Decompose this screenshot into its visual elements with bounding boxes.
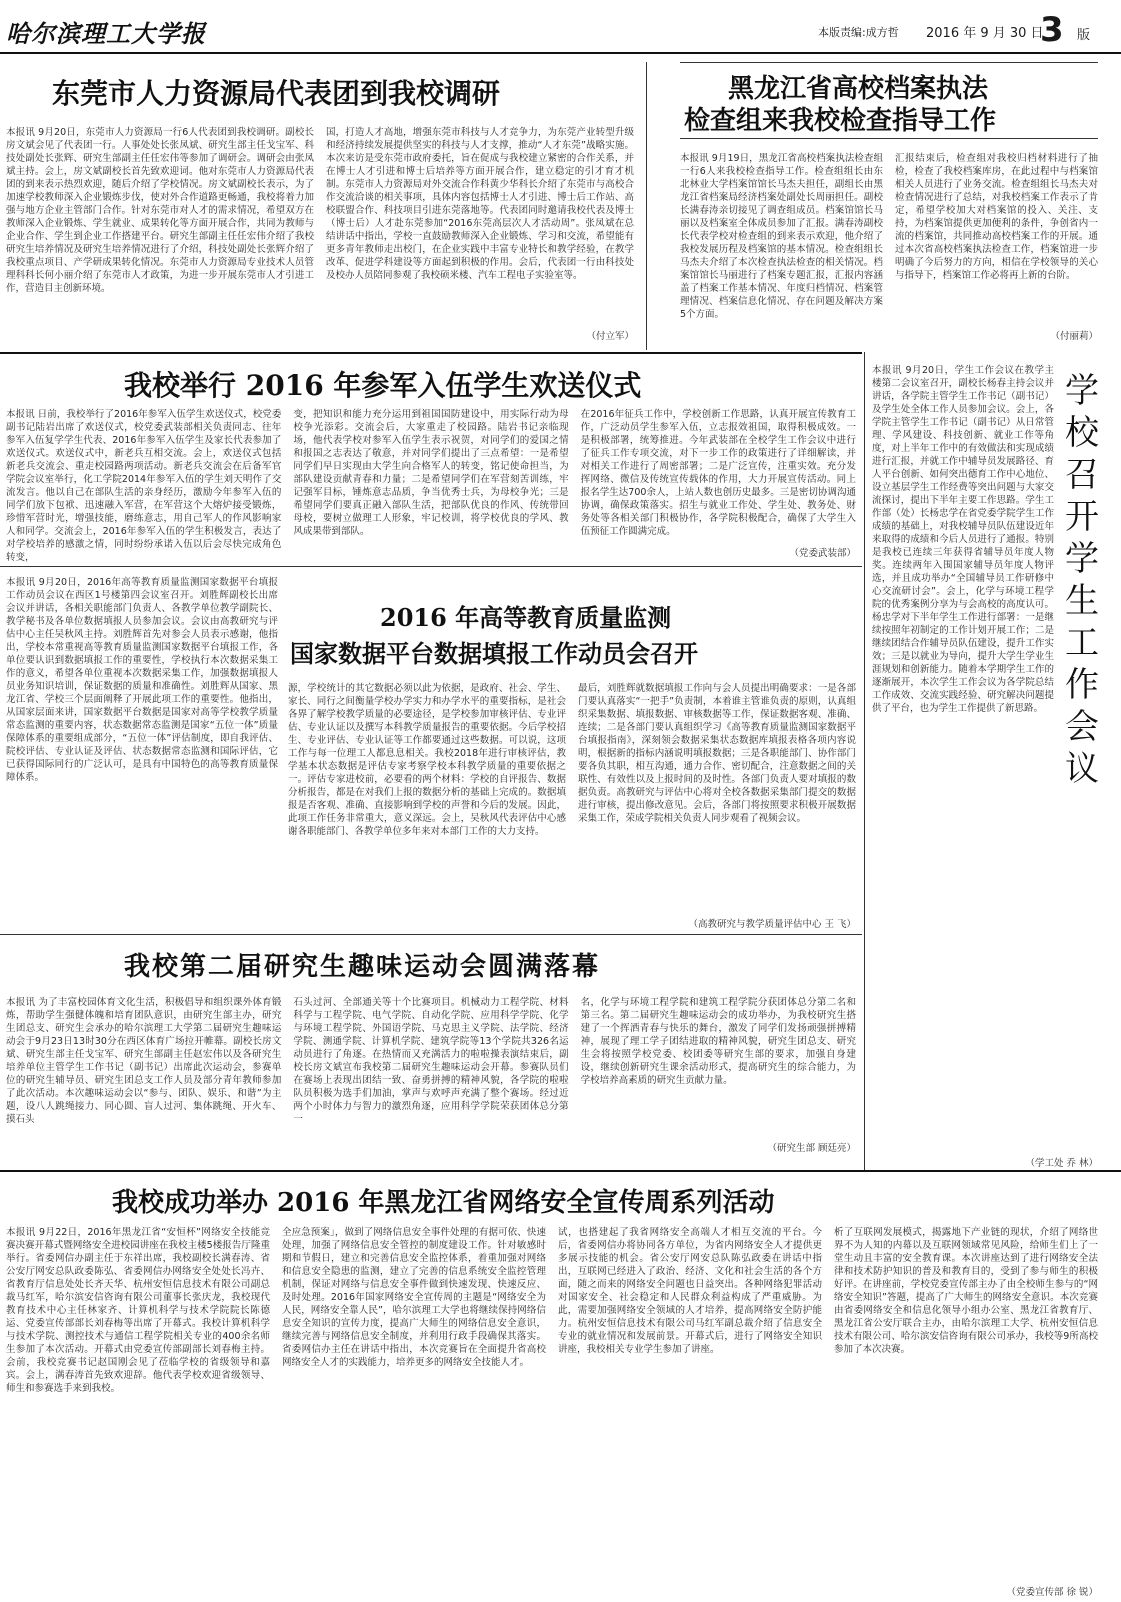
article-column: 汇报结束后，检查组对我校归档材料进行了抽检，检查了我校档案库房，在此过程中与档案馆相关人员进行了业务交流。检查组组长马杰夫对检查情况进行了总结，对我校档案工作表示了肯定，希望学校加大对档案馆的投入、关注、支持，为档案馆提供更加便利的条件，争创省内一流的档案馆，共同推动高校档案工作的开展。通过本次省高校档案执法检查工作，档案馆进一步明确了今后努力的方向，相信在学校领导的关心与指导下，档案馆工作必将再上新的台阶。	[895, 153, 1098, 281]
page-number-suffix: 版	[1077, 28, 1091, 43]
article-column: 试，也搭建起了我省网络安全高端人才相互交流的平台。今后，省委网信办将协同各方单位，为省内网络安全人才提供更多展示技能的机会。省公安厅网安总队陈弘政委在讲话中指出，互联网已经进入了政治、经济、文化和社会生活的各个方面，随之而来的网络安全问题也日益突出。各种网络犯罪活动对国家安全、社会稳定和人民群众利益构成了严重威胁。为此，需要加强网络安全领域的人才培养，提高网络安全防护能力。杭州安恒信息技术有限公司马红军副总裁介绍了信息安全专业的就业情况和发展前景。开幕式后，进行了网络安全知识讲座，我校相关专业学生参加了讲座。	[558, 1227, 822, 1355]
article-headline: 我校成功举办 2016 年黑龙江省网络安全宣传周系列活动	[112, 1188, 775, 1218]
column-divider	[646, 62, 647, 350]
article-body	[6, 1226, 1098, 1582]
article-byline: （研究生部 顾廷亮）	[767, 1143, 856, 1154]
article-column: 最后，刘胜辉就数据填报工作向与会人员提出明确要求：一是各部门要认真落实“一把手”负责制，本着谁主管谁负责的原则，认真组织采集数据、填报数据、审核数据等工作，保证数据客观、准确、连续；二是各部门要认真组织学习《高等教育质量监测国家数据平台填报指南》，深刻领会数据采集状态数据库填报表格各项内容说明，根据新的指标内涵说明填报数据；三是各职能部门、协作部门要各负其职，相互沟通，通力合作、密切配合，注意数据之间的关联性、有效性以及上报时间的及时性。各部门负责人要对填报的数据负责。高教研究与评估中心将对全校各数据采集部门提交的数据进行审核，提出修改意见。会后，各部门将按照要求积极开展数据采集工作，荣成学院相关负责人同步观看了视频会议。	[578, 683, 856, 824]
article-column: 析了互联网发展模式，揭露地下产业链的现状，介绍了网络世界不为人知的内幕以及互联网领域常见风险，给师生们上了一堂生动且丰富的安全教育课。本次讲座达到了进行网络安全法律和技术防护知识的普及和教育目的，受到了参与师生的积极好评。在讲座前，学校党委宣传部主办了由全校师生参与的“网络安全知识”答题，提高了广大师生的网络安全意识。本次竞赛由省委网络安全和信息化领导小组办公室、黑龙江省教育厅、黑龙江省公安厅联合主办，由哈尔滨理工大学、杭州安恒信息技术有限公司、哈尔滨安信咨询有限公司承办，我校等9所高校参加了本次决赛。	[834, 1227, 1098, 1355]
article-byline: （付立军）	[586, 331, 634, 342]
article-headline: 2016 年高等教育质量监测	[380, 603, 672, 632]
article-column: 全应急预案」，做到了网络信息安全事件处理的有据可依、快速处理，加强了网络信息安全管控的制度建设工作。针对敏感时期和节假日，建立和完善信息安全监控体系，着重加强对网络和信息安全隐患的监测，建立了完善的信息系统安全监控管理机制，保证对网络与信息安全事件做到快速发现、快速反应、及时处理。2016年国家网络安全宣传周的主题是“网络安全为人民，网络安全靠人民”，哈尔滨理工大学也将继续保持网络信息安全知识的宣传力度，提高广大师生的网络信息安全意识，继续完善与网络信息安全制度，并利用行政手段确保其落实。省委网信办主任在讲话中指出，本次竞赛旨在全面提升省高校网络安全人才的实践能力，培养更多的网络安全技能人才。	[282, 1227, 546, 1368]
article-column: 本报讯 日前，我校举行了2016年参军入伍学生欢送仪式，校党委副书记陆岩出席了欢送仪式，校党委武装部相关负责同志、往年参军入伍复学学生代表、2016年参军入伍学生及家长代表参加了欢送仪式。欢送仪式中，新老兵互相交流。会上，欢送仪式包括新老兵交流会、重走校园路两项活动。新老兵交流会在后备军官学院会议室举行，化工学院2014年参军入伍的学生刘天明作了交流发言。他以自己在部队生活的亲身经历，激励今年参军入伍的同学们放下包袱、迅速融入军营，在军营这个大熔炉接受锻炼，珍惜军营时光，增强技能，磨练意志，用自己军人的作风影响家人和同学。交流会上，2016年参军入伍的学生积极发言，表达了对学校培养的感激之情，同时纷纷承诺入伍以后会尽快完成角色转变，	[6, 409, 282, 563]
page-number: 3	[1040, 10, 1064, 50]
newspaper-masthead: 哈尔滨理工大学报	[6, 19, 206, 48]
article-column: 名，化学与环境工程学院和建筑工程学院分获团体总分第二名和第三名。第二届研究生趣味运动会的成功举办，为我校研究生搭建了一个挥洒青春与快乐的舞台，激发了同学们发扬顽强拼搏精神，展现了理工学子团结进取的精神风貌，研究生团总支、研究生会将按照学校党委、校团委等研究生部的要求，加强自身建设，继续创新研究生课余活动形式，提高研究生的综合能力，为学校培养高素质的研究生贡献力量。	[580, 997, 856, 1086]
article-byline: （党委武装部）	[789, 548, 856, 559]
sidebar-divider	[864, 352, 865, 1170]
article-byline: （高教研究与教学质量评估中心 王 飞）	[688, 919, 856, 930]
page-editor: 本版责编:成方哲	[818, 26, 899, 39]
article-byline: （党委宣传部 徐 锐）	[1006, 1587, 1098, 1598]
article-column: 本报讯 9月20日，2016年高等教育质量监测国家数据平台填报工作动员会议在西区1号楼第四会议室召开。刘胜辉副校长出席会议并讲话，各相关职能部门负责人、各教学单位教学副院长、教学秘书及各单位数据填报人员参加会议。会议由高教研究与评估中心主任吴秋风主持。刘胜辉首先对参会人员表示感谢，他指出，学校本常重视高等教育质量监测国家数据平台填报工作，各单位要认识到数据填报工作的重要性，学校执行本次数据采集工作的意义，希望各单位重视本次数据采集工作，加强数据填报人员业务知识培训，保证数据的质量和准确性。刘胜辉从国家、黑龙江省、学校三个层面阐释了开展此项工作的重要性。他指出，从国家层面来讲，国家数据平台数据是国家对高等学校教学质量常态监测的重要内容，状态数据常态监测是国家“五位一体”质量保障体系的重要组成部分，“五位一体”评估制度，即自我评估、院校评估、专业认证及评估、状态数据常态监测和国际评估，它已获得国际同行的广泛认可，是具有中国特色的高等教育质量保障体系。	[6, 577, 278, 783]
article-body	[288, 682, 856, 910]
article-headline: 东莞市人力资源局代表团到我校调研	[52, 77, 501, 110]
article-headline: 国家数据平台数据填报工作动员会召开	[290, 639, 698, 668]
article-column: 本报讯 为了丰富校园体育文化生活，积极倡导和组织课外体育锻炼，帮助学生强健体魄和培育团队意识，由研究生部主办，研究生团总支、研究生会承办的哈尔滨理工大学第二届研究生趣味运动会于9月23日13时30分在西区体育广场拉开帷幕。副校长房文斌、研究生部主任戈宝军、研究生部副主任赵宏伟以及各研究生培养单位主管学生工作书记（副书记）出席此次运动会，参赛单位的研究生辅导员、研究生团总支工作人员及部分青年教师参加了此次活动。本次趣味运动会以“参与、团队、娱乐、和谐”为主题，设八人跳绳接力、同心圆、盲人过河、集体跳绳、开火车、摸石头	[6, 997, 282, 1125]
section-rule	[0, 352, 862, 354]
article-byline: （学工处 乔 林）	[1025, 1158, 1098, 1169]
article-column: 本报讯 9月19日，黑龙江省高校档案执法检查组一行6人来我校检查指导工作。检查组组长由东北林业大学档案馆馆长马杰夫担任，副组长由黑龙江省档案局经济档案处副处长周丽担任。副校长满春涛亲切接见了调查组成员。档案馆馆长马丽以及档案室全体成员参加了汇报。满春涛副校长代表学校对检查组的到来表示欢迎，他介绍了我校发展历程及档案馆的基本情况。检查组组长马杰夫介绍了本次检查执法检查的相关情况。档案馆馆长马丽进行了档案专题汇报，汇报内容涵盖了档案工作基本情况、年度归档情况、档案管理情况、档案信息化情况、存在问题及解决方案5个方面。	[680, 153, 883, 320]
article-column: 本报讯 9月22日，2016年黑龙江省“安恒杯”网络安全技能竞赛决赛开幕式暨网络安全进校园讲座在我校主楼5楼报告厅隆重举行。省委网信办副主任于东祥出席，我校副校长满春涛、省公安厅网安总队政委陈弘、省委网信办网络安全处处长冯卉、省教育厅信息处处长齐天华、杭州安恒信息技术有限公司副总裁马红军，哈尔滨安信咨询有限公司董事长张庆龙，我校现代教育技术中心主任林家齐、计算机科学与技术学院院长陈德运、党委宣传部部长刘春梅等出席了开幕式。我校计算机科学与技术学院、测控技术与通信工程学院相关专业的400余名师生参加了本次活动。开幕式由党委宣传部副部长刘春梅主持。会前，我校竞赛书记赵国刚会见了莅临学校的省级领导和嘉宾。会上，满春涛首先致欢迎辞。他代表学校欢迎省级领导、师生和参赛选手来到我校。	[6, 1227, 270, 1394]
article-column: 国，打造人才高地，增强东莞市科技与人才竞争力，为东莞产业转型升级和经济持续发展提供坚实的科技与人才支撑，推动“人才东莞”战略实施。本次来访是受东莞市政府委托，旨在促成与我校建立紧密的合作关系，并在博士人才引进和博士后培养等方面开展合作，建立稳定的引才育才机制。东莞市人力资源局对外交流合作科黄少华科长介绍了东莞市与高校合作交流洽谈的相关事项，具体内容包括博士人才引进、博士后工作站、高校联盟合作、科技项目引进东莞落地等。代表团同时邀请我校代表及博士（博士后）人才赴东莞参加“2016东莞高层次人才活动周”。张凤斌在总结讲话中指出，学校一直鼓励教师深入企业锻炼、学习和交流，希望能有更多青年教师走出校门，在企业实践中丰富专业特长和教学经验，在教学改革、促进学科建设等方面起到积极的作用。会后，代表团一行由科技处及校办人员陪同参观了我校硕米楼、汽车工程电子实验室等。	[326, 127, 634, 281]
article-column: 石头过河、全部通关等十个比赛项目。机械动力工程学院、材料科学与工程学院、电气学院、自动化学院、应用科学学院、化学与环境工程学院、外国语学院、马克思主义学院、法学院、经济学院、测通学院、计算机学院、建筑学院等13个学院共326名运动员进行了角逐。在热情而又充满活力的啦啦操表演结束后，副校长房文斌宣布我校第二届研究生趣味运动会开幕。参赛队员们在赛场上表现出团结一致、奋勇拼搏的精神风貌，各学院的啦啦队员积极为选手们加油，掌声与欢呼声充满了整个赛场。经过近两个小时体力与智力的激烈角逐，应用科学学院荣获团体总分第一	[293, 997, 569, 1125]
header-rule	[0, 52, 1121, 54]
issue-date: 2016 年 9 月 30 日	[926, 26, 1044, 41]
section-rule	[0, 934, 862, 935]
section-rule	[0, 566, 862, 567]
article-headline: 检查组来我校检查指导工作	[684, 106, 997, 136]
section-rule	[0, 1170, 1121, 1172]
article-headline: 我校举行 2016 年参军入伍学生欢送仪式	[124, 369, 642, 402]
article-body	[6, 996, 856, 1148]
article-column: 变，把知识和能力充分运用到祖国国防建设中，用实际行动为母校争光添彩。交流会后，大家重走了校园路。陆岩书记亲临现场，他代表学校对参军入伍学生表示祝贺，对同学们的爱国之情和报国之志表达了敬意，并对同学们提出了三点希望：一是希望同学们早日实现由大学生向合格军人的转变，铭记使命担当，为部队建设贡献青春和力量；二是希望同学们在军营刻苦训练，牢记强军目标，锤炼意志品质，争当优秀士兵，为母校争光；三是希望同学们要真正融入部队生活，把部队优良的作风、传统带回母校，要树立做理工人形象，牢记校训，将学校优良的学风、教风成果带到部队。	[293, 409, 569, 537]
article-column: 在2016年征兵工作中，学校创新工作思路，认真开展宣传教育工作，广泛动员学生参军入伍，立志报效祖国，取得积极成效。一是积极部署，统筹推进。今年武装部在全校学生工作会议中进行了征兵工作专项交流，对下一步工作的政策进行了详细解读，并对相关工作进行了周密部署；二是广泛宣传，注重实效。充分发挥网络、微信及传统宣传载体的作用，大力开展宣传活动。同上报名学生达700余人，上站人数也创历史最多。三是密切协调沟通协调，确保政策落实。招生与就业工作处、学生处、教务处、财务处等各相关部门积极协作，各学院积极配合，确保了大学生入伍预征工作圆满完成。	[580, 409, 856, 537]
article-body	[680, 152, 1098, 332]
headline-rule	[680, 62, 1098, 63]
sidebar-body: 本报讯 9月20日，学生工作会议在教学主楼第二会议室召开，副校长杨春主持会议并讲话，各学院主管学生工作书记（副书记）及学生处全体工作人员参加会议。会上，各学院主管学生工作书记（副书记）从日常管理、学风建设、科技创新、就业工作等角度，对上半年工作中的有效做法和实现成绩进行汇报，并就工作中辅导员发展路径、育人平台创新、如何突出德育工作中心地位、设立基层学生工作经费等突出问题与大家交流探讨，提出下半年主要工作思路。学生工作部（处）长杨忠学在省党委学院学生工作成绩的基础上，对我校辅导员队伍建设近年来取得的成绩和今后人员进行了通报。特别是我校已连续三年获得省辅导员年度人物奖。连续两年入围国家辅导员年度人物评选，并且成功举办“全国辅导员工作研修中心交流研讨会”。会上，化学与环境工程学院的优秀案例分享为与会高校的高度认可。杨忠学对下半年学生工作进行部署：一是继续按照年初制定的工作计划开展工作；二是继续团结合作辅导员队伍建设，提升工作实效；三是以就业为导向，提升大学生学业生涯规划和创新能力。随着本学期学生工作的逐渐展开，本次学生工作会议为各学院总结工作成效、交流实践经验、研究解决问题提供了平台，也为学生工作提供了新思路。	[872, 365, 1054, 714]
article-byline: （付丽莉）	[1050, 331, 1098, 342]
article-headline: 黑龙江省高校档案执法	[728, 74, 989, 104]
article-column: 源，学校统计的其它数据必须以此为依据，是政府、社会、学生、家长、同行之间衡量学校办学实力和办学水平的重要指标，是社会各界了解学校教学质量的必要途径，是学校参加审核评估、专业评估、专业认证以及撰写本科教学质量报告的重要依据。今后学校招生、专业评估、专业认证等工作都要通过这些数据。可以说，这项工作与每一位理工人都息息相关。我校2018年进行审核评估，教学基本状态数据是评估专家考察学校本科教学质量的重要依据之一。评估专家进校前，必要看的两个材料：学校的自评报告、数据分析报告，都是在对我们上报的数据分析的基础上完成的。数据填报是否客观、准确、直接影响到学校的声誉和今后的发展。因此，此项工作任务非常重大，意义深远。会上，吴秋风代表评估中心感谢各职能部门、各教学单位多年来对本部门工作的大力支持。	[288, 683, 566, 837]
article-body	[6, 126, 634, 294]
headline-rule	[680, 138, 1098, 139]
article-body	[6, 408, 856, 563]
article-body	[6, 576, 278, 906]
article-column: 本报讯 9月20日，东莞市人力资源局一行6人代表团到我校调研。副校长房文斌会见了代表团一行。人事处处长张凤斌、研究生部主任戈宝军、科技处副处长张辉、研究生部副主任任宏伟等参加了调研会。调研会由张凤斌主持。会上，房文斌副校长首先致欢迎词。他对东莞市人力资源局代表团的到来表示热烈欢迎，随后介绍了学校情况。房文斌副校长表示，为了加速学校教师深入企业锻炼步伐，使对外合作道路更畅通，我校将着力加强与地方企业主管部门合作。针对东莞市对人才的需求情况，希望双方在教师深入企业锻炼、学生就业、成果转化等方面开展合作，共同为教师与企业合作、学生到企业工作搭建平台。研究生部副主任任宏伟介绍了我校研究生培养情况及研究生培养情况进行了介绍，科技处副处长张辉介绍了我校重点项目、产学研成果转化情况。东莞市人力资源局专业技术人员管理科科长何小丽介绍了东莞市人才政策，为进一步开展东莞市人才引进工作，营造目主创新环境。	[6, 127, 314, 294]
article-headline: 我校第二届研究生趣味运动会圆满落幕	[124, 952, 601, 982]
sidebar-headline: 学校召开学生工作会议	[1065, 371, 1099, 789]
